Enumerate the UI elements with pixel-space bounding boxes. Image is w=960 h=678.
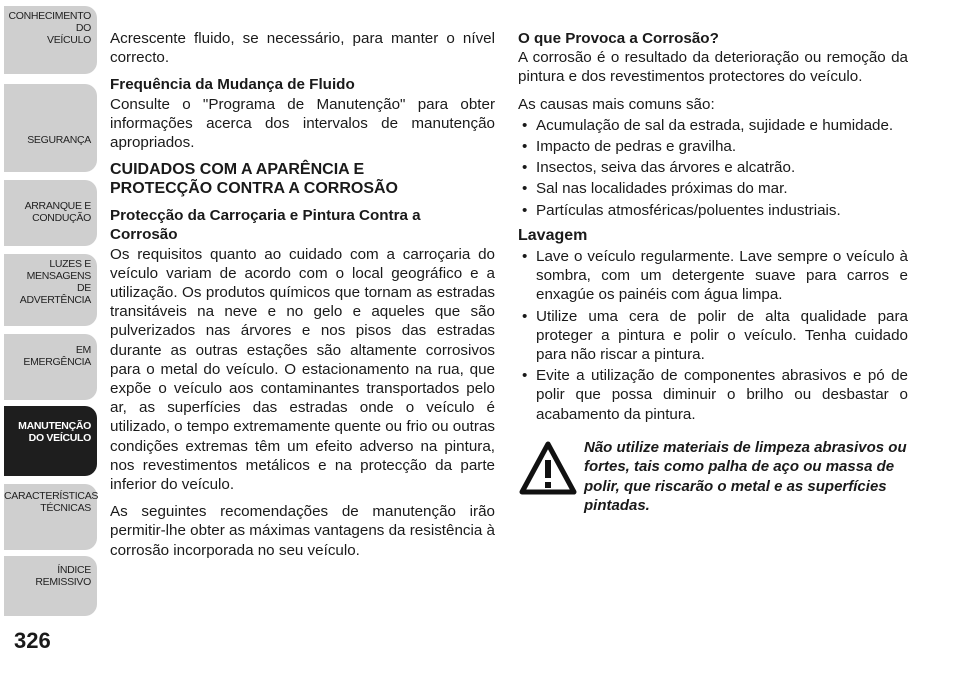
causes-intro: As causas mais comuns são: bbox=[518, 95, 715, 113]
warning-text: Não utilize materiais de limpeza abrasivos ou fortes, tais como palha de aço ou massa de polir, que riscarão o metal e as superfícies pintadas. bbox=[584, 438, 907, 515]
wash-heading: Lavagem bbox=[518, 226, 588, 244]
list-item: • Sal nas localidades próximas do mar. bbox=[518, 179, 908, 198]
freq-paragraph: Consulte o "Programa de Manutenção" para obter informações acerca dos intervalos de manutenção apropriados. bbox=[110, 95, 495, 152]
tab-label: LUZES E MENSAGENS DE ADVERTÊNCIA bbox=[19, 258, 91, 306]
tab-label: ÍNDICE REMISSIVO bbox=[35, 564, 91, 588]
list-item: • Impacto de pedras e gravilha. bbox=[518, 137, 908, 156]
closing-paragraph: As seguintes recomendações de manutenção irão permitir-lhe obter as máximas vantagens da resistência à corrosão incorporada no seu veículo. bbox=[110, 503, 495, 559]
tab-manutencao[interactable] bbox=[4, 406, 97, 476]
question-heading: O que Provoca a Corrosão? bbox=[518, 30, 719, 47]
left-column bbox=[110, 29, 495, 568]
intro-paragraph: Acrescente fluido, se necessário, para manter o nível correcto. bbox=[110, 30, 495, 67]
tab-label: EM EMERGÊNCIA bbox=[23, 344, 91, 368]
section-heading-line1: CUIDADOS COM A APARÊNCIA E bbox=[110, 161, 365, 179]
tab-arranque[interactable] bbox=[4, 180, 97, 246]
sub-heading bbox=[110, 206, 495, 244]
tab-label: ARRANQUE E CONDUÇÃO bbox=[24, 200, 91, 224]
causes-list bbox=[518, 116, 908, 220]
list-item: • Acumulação de sal da estrada, sujidade e humidade. bbox=[518, 116, 908, 135]
tab-emergencia[interactable] bbox=[4, 334, 97, 400]
page-number: 326 bbox=[14, 628, 51, 653]
chapter-sidebar bbox=[0, 0, 100, 620]
tab-indice[interactable] bbox=[4, 556, 97, 616]
section-heading bbox=[110, 160, 495, 198]
question-paragraph: A corrosão é o resultado da deterioração ou remoção da pintura e dos revestimentos protectores do veículo. bbox=[518, 49, 908, 86]
freq-heading: Frequência da Mudança de Fluido bbox=[110, 76, 355, 94]
warning-box bbox=[518, 438, 908, 516]
list-item: • Insectos, seiva das árvores e alcatrão. bbox=[518, 158, 908, 177]
tab-caracteristicas[interactable] bbox=[4, 484, 97, 550]
list-item: • Utilize uma cera de polir de alta qualidade para proteger a pintura e polir o veículo. Tenha cuidado para não riscar a pintura. bbox=[518, 307, 908, 365]
section-heading-line2: PROTECÇÃO CONTRA A CORROSÃO bbox=[110, 180, 398, 198]
wash-list bbox=[518, 247, 908, 424]
tab-luzes[interactable] bbox=[4, 254, 97, 326]
list-item: • Lave o veículo regularmente. Lave sempre o veículo à sombra, com um detergente suave para carros e enxagúe os painéis com água limpa. bbox=[518, 247, 908, 305]
warning-triangle-icon bbox=[518, 438, 578, 498]
tab-conhecimento[interactable] bbox=[4, 6, 97, 74]
body-paragraph: Os requisitos quanto ao cuidado com a carroçaria do veículo variam de acordo com o local geográfico e a utilização. Os produtos químicos que tornam as estradas transitáveis na neve e no gelo e aqueles que são pulverizados nas árvores e nos pisos das estradas durante as outras estações são altamente corrosivos para o metal do veículo. O estacionamento na rua, que expõe o veículo aos contaminantes transportados pelo ar, as superfícies das estradas onde o veículo é utilizado, o tempo extremamente quente ou frio ou outras condições extremas têm um efeito adverso na pintura, nos revestimentos metálicos e na protecção da parte inferior do veículo. bbox=[110, 245, 495, 494]
sub-heading-line2: Corrosão bbox=[110, 226, 178, 244]
tab-label: CONHECIMENTO DO VEÍCULO bbox=[8, 10, 91, 46]
list-item: • Evite a utilização de componentes abrasivos e pó de polir que possa diminuir o brilho ou desbastar o acabamento da pintura. bbox=[518, 366, 908, 424]
tab-label: CARACTERÍSTICAS TÉCNICAS bbox=[4, 490, 99, 514]
list-item: • Partículas atmosféricas/poluentes industriais. bbox=[518, 201, 908, 220]
tab-label: SEGURANÇA bbox=[27, 134, 91, 146]
tab-seguranca[interactable] bbox=[4, 84, 97, 172]
sub-heading-line1: Protecção da Carroçaria e Pintura Contra a bbox=[110, 207, 421, 225]
tab-label: MANUTENÇÃO DO VEÍCULO bbox=[18, 420, 91, 444]
right-column bbox=[518, 29, 908, 516]
